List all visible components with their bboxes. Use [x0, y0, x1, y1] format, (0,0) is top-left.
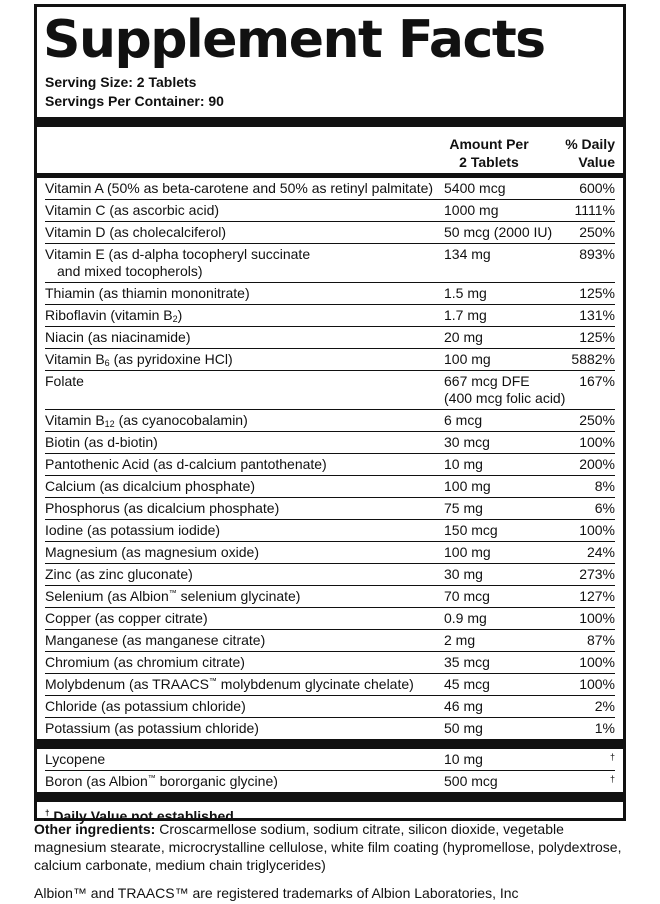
nutrient-amount: 46 mg: [444, 698, 483, 714]
servings-per-container: Servings Per Container: 90: [45, 93, 224, 109]
nutrient-row: [45, 608, 615, 630]
nutrient-amount: 0.9 mg: [444, 610, 487, 626]
nutrient-daily-value: 250%: [579, 224, 615, 240]
nutrient-row: [45, 630, 615, 652]
nutrient-amount: 134 mg: [444, 246, 491, 262]
nutrient-daily-value: 5882%: [571, 351, 615, 367]
nutrient-daily-value: 6%: [594, 500, 615, 516]
nutrient-name: [45, 544, 435, 561]
nutrient-amount: 150 mcg: [444, 522, 498, 538]
nutrient-name-text: Biotin (as d-biotin): [45, 434, 158, 450]
nutrient-row: [45, 371, 615, 410]
nutrient-amount: 70 mcg: [444, 588, 490, 604]
nutrient-name-text: Chloride (as potassium chloride): [45, 698, 246, 714]
nutrient-daily-value: 250%: [579, 412, 615, 428]
nutrient-daily-value: 131%: [579, 307, 615, 323]
nutrient-row: [45, 520, 615, 542]
nutrient-name-text: Vitamin B: [45, 412, 105, 428]
nutrient-name-text: (as cyanocobalamin): [114, 412, 248, 428]
nutrient-amount: 6 mcg: [444, 412, 483, 428]
nutrient-row: [45, 696, 615, 718]
nutrient-name-text: ): [177, 307, 183, 323]
nutrient-table: [45, 178, 615, 739]
nutrient-row: [45, 674, 615, 696]
nutrient-name-line2: and mixed tocopherols): [57, 263, 203, 279]
nutrient-daily-value: †: [609, 774, 615, 784]
nutrient-name-text: molybdenum glycinate chelate): [216, 676, 414, 692]
dv-header-line1: % Daily: [565, 136, 615, 152]
nutrient-name-text: Thiamin (as thiamin mononitrate): [45, 285, 250, 301]
nutrient-row: [45, 200, 615, 222]
nutrient-name-text: Manganese (as manganese citrate): [45, 632, 266, 648]
nutrient-name: [45, 202, 435, 219]
other-nutrient-row: [45, 749, 615, 771]
other-ingredients: [34, 820, 634, 874]
nutrient-name-text: Chromium (as chromium citrate): [45, 654, 245, 670]
nutrient-amount: 50 mg: [444, 720, 483, 736]
nutrient-name-text: Folate: [45, 373, 84, 389]
nutrient-daily-value: 100%: [579, 522, 615, 538]
trademark-note: Albion™ and TRAACS™ are registered trademarks of Albion Laboratories, Inc: [34, 885, 519, 901]
nutrient-name: [45, 307, 435, 324]
nutrient-name-text: Molybdenum (as TRAACS: [45, 676, 209, 692]
nutrient-name-text: Vitamin A (50% as beta-carotene and 50% as retinyl palmitate): [45, 180, 434, 196]
nutrient-name: [45, 522, 435, 539]
nutrient-row: [45, 542, 615, 564]
nutrient-name: [45, 224, 435, 241]
nutrient-name: [45, 720, 435, 737]
nutrient-name: [45, 773, 435, 790]
nutrient-name-text: Boron (as Albion: [45, 773, 148, 789]
nutrient-row: [45, 349, 615, 371]
nutrient-amount: 100 mg: [444, 351, 491, 367]
nutrient-amount: 100 mg: [444, 544, 491, 560]
nutrient-amount: 2 mg: [444, 632, 476, 648]
nutrient-name-text: Vitamin B: [45, 351, 105, 367]
nutrient-amount: 75 mg: [444, 500, 483, 516]
trademark-symbol: ™: [168, 588, 177, 598]
nutrient-name: [45, 478, 435, 495]
divider-thick: [37, 117, 623, 127]
nutrient-row: [45, 432, 615, 454]
nutrient-amount: 35 mcg: [444, 654, 490, 670]
amount-header: [444, 135, 534, 171]
amount-header-line1: Amount Per: [449, 136, 529, 152]
nutrient-name: [45, 654, 435, 671]
nutrient-amount: 10 mg: [444, 456, 483, 472]
nutrient-daily-value: 200%: [579, 456, 615, 472]
nutrient-name-text: Potassium (as potassium chloride): [45, 720, 259, 736]
nutrient-amount: 45 mcg: [444, 676, 490, 692]
nutrient-amount: 30 mg: [444, 566, 483, 582]
nutrient-name: [45, 180, 435, 197]
nutrient-row: [45, 454, 615, 476]
nutrient-amount: 100 mg: [444, 478, 491, 494]
nutrient-daily-value: 127%: [579, 588, 615, 604]
nutrient-row: [45, 305, 615, 327]
daily-value-header: [545, 135, 615, 171]
other-nutrient-row: [45, 771, 615, 792]
nutrient-daily-value: 1111%: [574, 202, 615, 218]
nutrient-amount: 50 mcg (2000 IU): [444, 224, 553, 240]
dagger-mark: †: [45, 808, 50, 818]
nutrient-amount-line1: 667 mcg DFE: [444, 373, 530, 389]
nutrient-name: [45, 566, 435, 583]
nutrient-daily-value: 125%: [579, 285, 615, 301]
column-header: [45, 127, 615, 173]
nutrient-daily-value: 893%: [579, 246, 615, 262]
nutrient-daily-value: 100%: [579, 654, 615, 670]
nutrient-row: [45, 564, 615, 586]
nutrient-name-text: bororganic glycine): [155, 773, 278, 789]
nutrient-daily-value: 600%: [579, 180, 615, 196]
nutrient-name: [45, 456, 435, 473]
nutrient-name: [45, 329, 435, 346]
divider-thick: [37, 792, 623, 802]
other-ingredients-text: Croscarmellose sodium, sodium citrate, silicon dioxide, vegetable magnesium stearate, microcrystalline cellulose, white film coating (hypromellose, polydextrose, calcium carbonate, medium chain triglycerides): [34, 821, 622, 873]
nutrient-amount: 20 mg: [444, 329, 483, 345]
amount-header-line2: 2 Tablets: [459, 154, 519, 170]
nutrient-name-text: Magnesium (as magnesium oxide): [45, 544, 259, 560]
other-ingredients-label: Other ingredients:: [34, 821, 156, 837]
nutrient-name-subscript: 12: [104, 419, 115, 429]
nutrient-name-subscript: 6: [104, 358, 110, 368]
nutrient-name-text: (as pyridoxine HCl): [109, 351, 233, 367]
nutrient-row: [45, 410, 615, 432]
nutrient-daily-value: 24%: [586, 544, 615, 560]
nutrient-name: [45, 285, 435, 302]
nutrient-name: [45, 500, 435, 517]
nutrient-daily-value: 100%: [579, 610, 615, 626]
nutrient-daily-value: 8%: [594, 478, 615, 494]
nutrient-name: [45, 351, 435, 368]
nutrient-daily-value: 125%: [579, 329, 615, 345]
nutrient-name-text: Pantothenic Acid (as d-calcium pantothenate): [45, 456, 327, 472]
nutrient-name-text: Copper (as copper citrate): [45, 610, 208, 626]
nutrient-amount: 1000 mg: [444, 202, 499, 218]
nutrient-daily-value: 273%: [579, 566, 615, 582]
nutrient-daily-value: 100%: [579, 434, 615, 450]
nutrient-name: [45, 751, 435, 768]
serving-size: Serving Size: 2 Tablets: [45, 74, 197, 90]
nutrient-name-text: Vitamin C (as ascorbic acid): [45, 202, 220, 218]
nutrient-amount: 1.7 mg: [444, 307, 487, 323]
nutrient-row: [45, 178, 615, 200]
nutrient-row: [45, 244, 615, 283]
nutrient-daily-value: 87%: [586, 632, 615, 648]
nutrient-daily-value: 1%: [594, 720, 615, 736]
nutrient-daily-value: †: [609, 752, 615, 762]
nutrient-amount: 1.5 mg: [444, 285, 487, 301]
nutrient-row: [45, 586, 615, 608]
divider-thick: [37, 739, 623, 749]
footnote-text: Daily Value not established.: [49, 808, 238, 824]
nutrient-amount-line2: (400 mcg folic acid): [444, 390, 566, 406]
nutrient-row: [45, 283, 615, 305]
nutrient-row: [45, 222, 615, 244]
nutrient-amount: 30 mcg: [444, 434, 490, 450]
nutrient-name-subscript: 2: [172, 314, 178, 324]
nutrient-name-text: Calcium (as dicalcium phosphate): [45, 478, 256, 494]
nutrient-name: [45, 610, 435, 627]
nutrient-name: [45, 246, 435, 280]
nutrient-name-text: Vitamin D (as cholecalciferol): [45, 224, 227, 240]
nutrient-daily-value: 2%: [594, 698, 615, 714]
other-nutrient-table: [45, 749, 615, 792]
panel-title: Supplement Facts: [43, 10, 545, 70]
nutrient-amount: 5400 mcg: [444, 180, 506, 196]
nutrient-name-text: Phosphorus (as dicalcium phosphate): [45, 500, 280, 516]
nutrient-name: [45, 588, 435, 605]
nutrient-name: [45, 632, 435, 649]
nutrient-row: [45, 718, 615, 739]
nutrient-row: [45, 476, 615, 498]
nutrient-amount: [444, 373, 565, 407]
nutrient-daily-value: 100%: [579, 676, 615, 692]
nutrient-amount: 500 mcg: [444, 773, 498, 789]
nutrient-name-text: Niacin (as niacinamide): [45, 329, 191, 345]
nutrient-name-text: Lycopene: [45, 751, 106, 767]
nutrient-name: [45, 676, 435, 693]
dv-header-line2: Value: [578, 154, 615, 170]
nutrient-name: [45, 373, 435, 390]
trademark-symbol: ™: [208, 676, 217, 686]
nutrient-name: [45, 412, 435, 429]
trademark-symbol: ™: [147, 773, 156, 783]
nutrient-name-text: Vitamin E (as d-alpha tocopheryl succinate: [45, 246, 311, 262]
nutrient-name-text: selenium glycinate): [176, 588, 301, 604]
nutrient-name-text: Iodine (as potassium iodide): [45, 522, 221, 538]
nutrient-name-text: Riboflavin (vitamin B: [45, 307, 173, 323]
nutrient-name-text: Selenium (as Albion: [45, 588, 169, 604]
nutrient-name: [45, 434, 435, 451]
nutrient-row: [45, 327, 615, 349]
nutrient-amount: 10 mg: [444, 751, 483, 767]
nutrient-name-text: Zinc (as zinc gluconate): [45, 566, 193, 582]
nutrient-row: [45, 652, 615, 674]
nutrient-name: [45, 698, 435, 715]
nutrient-daily-value: 167%: [579, 373, 615, 389]
supplement-facts-panel: [34, 4, 626, 824]
nutrient-row: [45, 498, 615, 520]
